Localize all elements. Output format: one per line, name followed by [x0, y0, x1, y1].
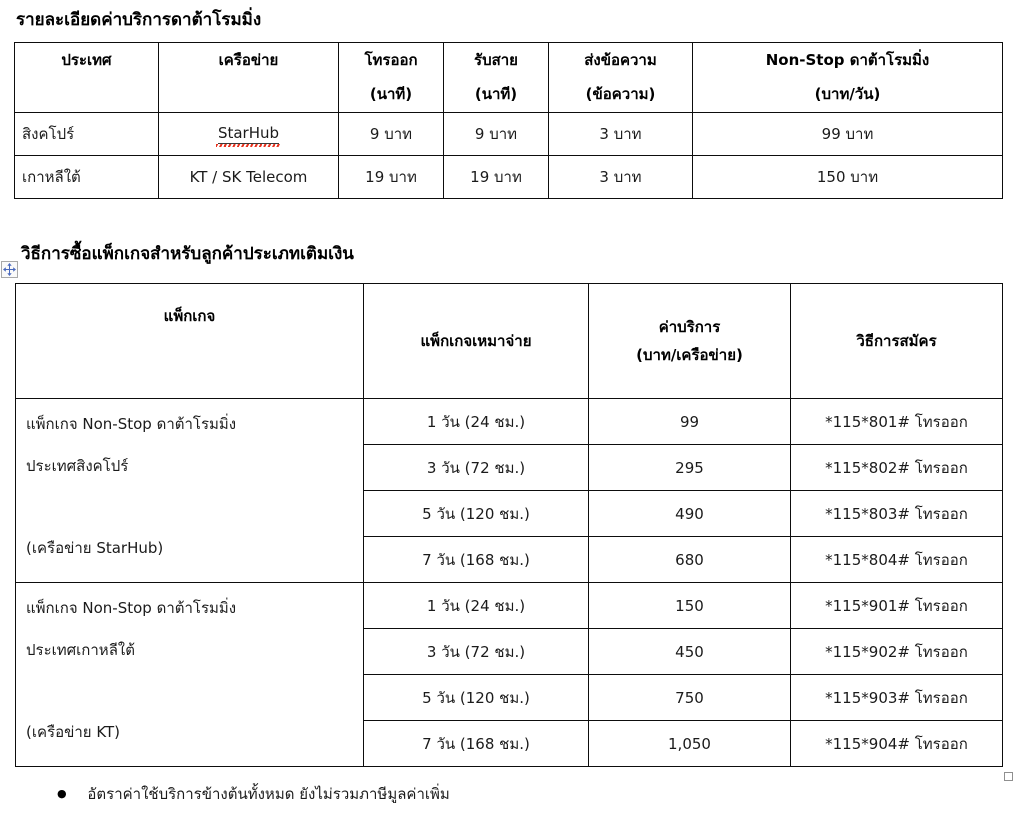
- footnote-text: อัตราค่าใช้บริการข้างต้นทั้งหมด ยังไม่รวมภาษีมูลค่าเพิ่ม: [87, 785, 450, 803]
- cell-ussd-code: *115*903# โทรออก: [791, 675, 1003, 721]
- cell-duration: 1 วัน (24 ชม.): [364, 583, 589, 629]
- cell-duration: 7 วัน (168 ชม.): [364, 537, 589, 583]
- cell-callin: 9 บาท: [444, 113, 549, 156]
- header-subline: (นาที): [369, 85, 413, 103]
- table1-header-country: [15, 43, 159, 113]
- section2-title: วิธีการซื้อแพ็กเกจสำหรับลูกค้าประเภทเติมเงิน: [21, 244, 354, 264]
- cell-country: สิงคโปร์: [15, 113, 159, 156]
- cell-callin: 19 บาท: [444, 156, 549, 199]
- cell-fee: 450: [589, 629, 791, 675]
- table1-header-callout: [339, 43, 444, 113]
- cell-fee: 150: [589, 583, 791, 629]
- package-name-line: แพ็กเกจ Non-Stop ดาต้าโรมมิ่ง: [26, 599, 237, 617]
- header-line: ส่งข้อความ: [584, 51, 657, 69]
- table1-header-nonstop: [693, 43, 1003, 113]
- header-line: Non-Stop ดาต้าโรมมิ่ง: [765, 51, 930, 69]
- header-subline: (ข้อความ): [585, 85, 656, 103]
- cell-duration: 3 วัน (72 ชม.): [364, 629, 589, 675]
- cell-fee: 295: [589, 445, 791, 491]
- package-country-line: ประเทศเกาหลีใต้: [26, 641, 135, 659]
- table2-header-subscribe: วิธีการสมัคร: [791, 284, 1003, 399]
- header-line: แพ็กเกจ: [163, 307, 216, 325]
- package-country-line: ประเทศสิงคโปร์: [26, 457, 129, 475]
- cell-nonstop: 150 บาท: [693, 156, 1003, 199]
- bullet-icon: ●: [57, 787, 67, 800]
- table1-header-sms: [549, 43, 693, 113]
- cell-ussd-code: *115*801# โทรออก: [791, 399, 1003, 445]
- cell-package-singapore: [16, 399, 364, 583]
- cell-fee: 750: [589, 675, 791, 721]
- table2-row: [16, 583, 1003, 629]
- table1-header-callin: [444, 43, 549, 113]
- table2-header-package: [16, 284, 364, 399]
- table1-row-korea: [15, 156, 1003, 199]
- cell-ussd-code: *115*803# โทรออก: [791, 491, 1003, 537]
- cell-fee: 99: [589, 399, 791, 445]
- header-line: โทรออก: [364, 51, 418, 69]
- cell-duration: 7 วัน (168 ชม.): [364, 721, 589, 767]
- header-line: ประเทศ: [61, 51, 112, 69]
- cell-callout: 19 บาท: [339, 156, 444, 199]
- cell-ussd-code: *115*901# โทรออก: [791, 583, 1003, 629]
- cell-duration: 5 วัน (120 ชม.): [364, 491, 589, 537]
- table2-header-row: [16, 284, 1003, 399]
- header-line: ค่าบริการ: [658, 318, 721, 336]
- cell-ussd-code: *115*902# โทรออก: [791, 629, 1003, 675]
- cell-network: [159, 113, 339, 156]
- cell-country: เกาหลีใต้: [15, 156, 159, 199]
- roaming-rates-table: [14, 42, 1003, 199]
- table2-header-flatrate: แพ็กเกจเหมาจ่าย: [364, 284, 589, 399]
- cell-package-korea: [16, 583, 364, 767]
- footnote: [57, 782, 450, 806]
- package-name-line: แพ็กเกจ Non-Stop ดาต้าโรมมิ่ง: [26, 415, 237, 433]
- cell-fee: 1,050: [589, 721, 791, 767]
- table1-row-singapore: [15, 113, 1003, 156]
- cell-ussd-code: *115*802# โทรออก: [791, 445, 1003, 491]
- cell-sms: 3 บาท: [549, 113, 693, 156]
- package-network-line: (เครือข่าย KT): [26, 723, 120, 741]
- header-subline: (บาท/วัน): [814, 85, 881, 103]
- four-way-arrow-icon: [3, 263, 16, 276]
- cell-callout: 9 บาท: [339, 113, 444, 156]
- header-subline: (บาท/เครือข่าย): [636, 346, 743, 364]
- package-network-line: (เครือข่าย StarHub): [26, 539, 164, 557]
- cell-network: KT / SK Telecom: [159, 156, 339, 199]
- table1-header-row: [15, 43, 1003, 113]
- cell-nonstop: 99 บาท: [693, 113, 1003, 156]
- table1-header-network: [159, 43, 339, 113]
- cell-fee: 490: [589, 491, 791, 537]
- cell-duration: 3 วัน (72 ชม.): [364, 445, 589, 491]
- cell-sms: 3 บาท: [549, 156, 693, 199]
- table-move-handle-icon[interactable]: [1, 261, 18, 278]
- header-line: รับสาย: [474, 51, 518, 69]
- table-resize-handle-icon[interactable]: [1004, 772, 1013, 781]
- header-line: เครือข่าย: [218, 51, 279, 69]
- cell-ussd-code: *115*804# โทรออก: [791, 537, 1003, 583]
- spellcheck-underlined-word: StarHub: [217, 124, 280, 142]
- package-purchase-table: [15, 283, 1003, 767]
- table2-header-fee: [589, 284, 791, 399]
- cell-duration: 5 วัน (120 ชม.): [364, 675, 589, 721]
- cell-fee: 680: [589, 537, 791, 583]
- cell-ussd-code: *115*904# โทรออก: [791, 721, 1003, 767]
- section1-title: รายละเอียดค่าบริการดาต้าโรมมิ่ง: [16, 10, 262, 30]
- header-subline: (นาที): [474, 85, 518, 103]
- table2-row: [16, 399, 1003, 445]
- cell-duration: 1 วัน (24 ชม.): [364, 399, 589, 445]
